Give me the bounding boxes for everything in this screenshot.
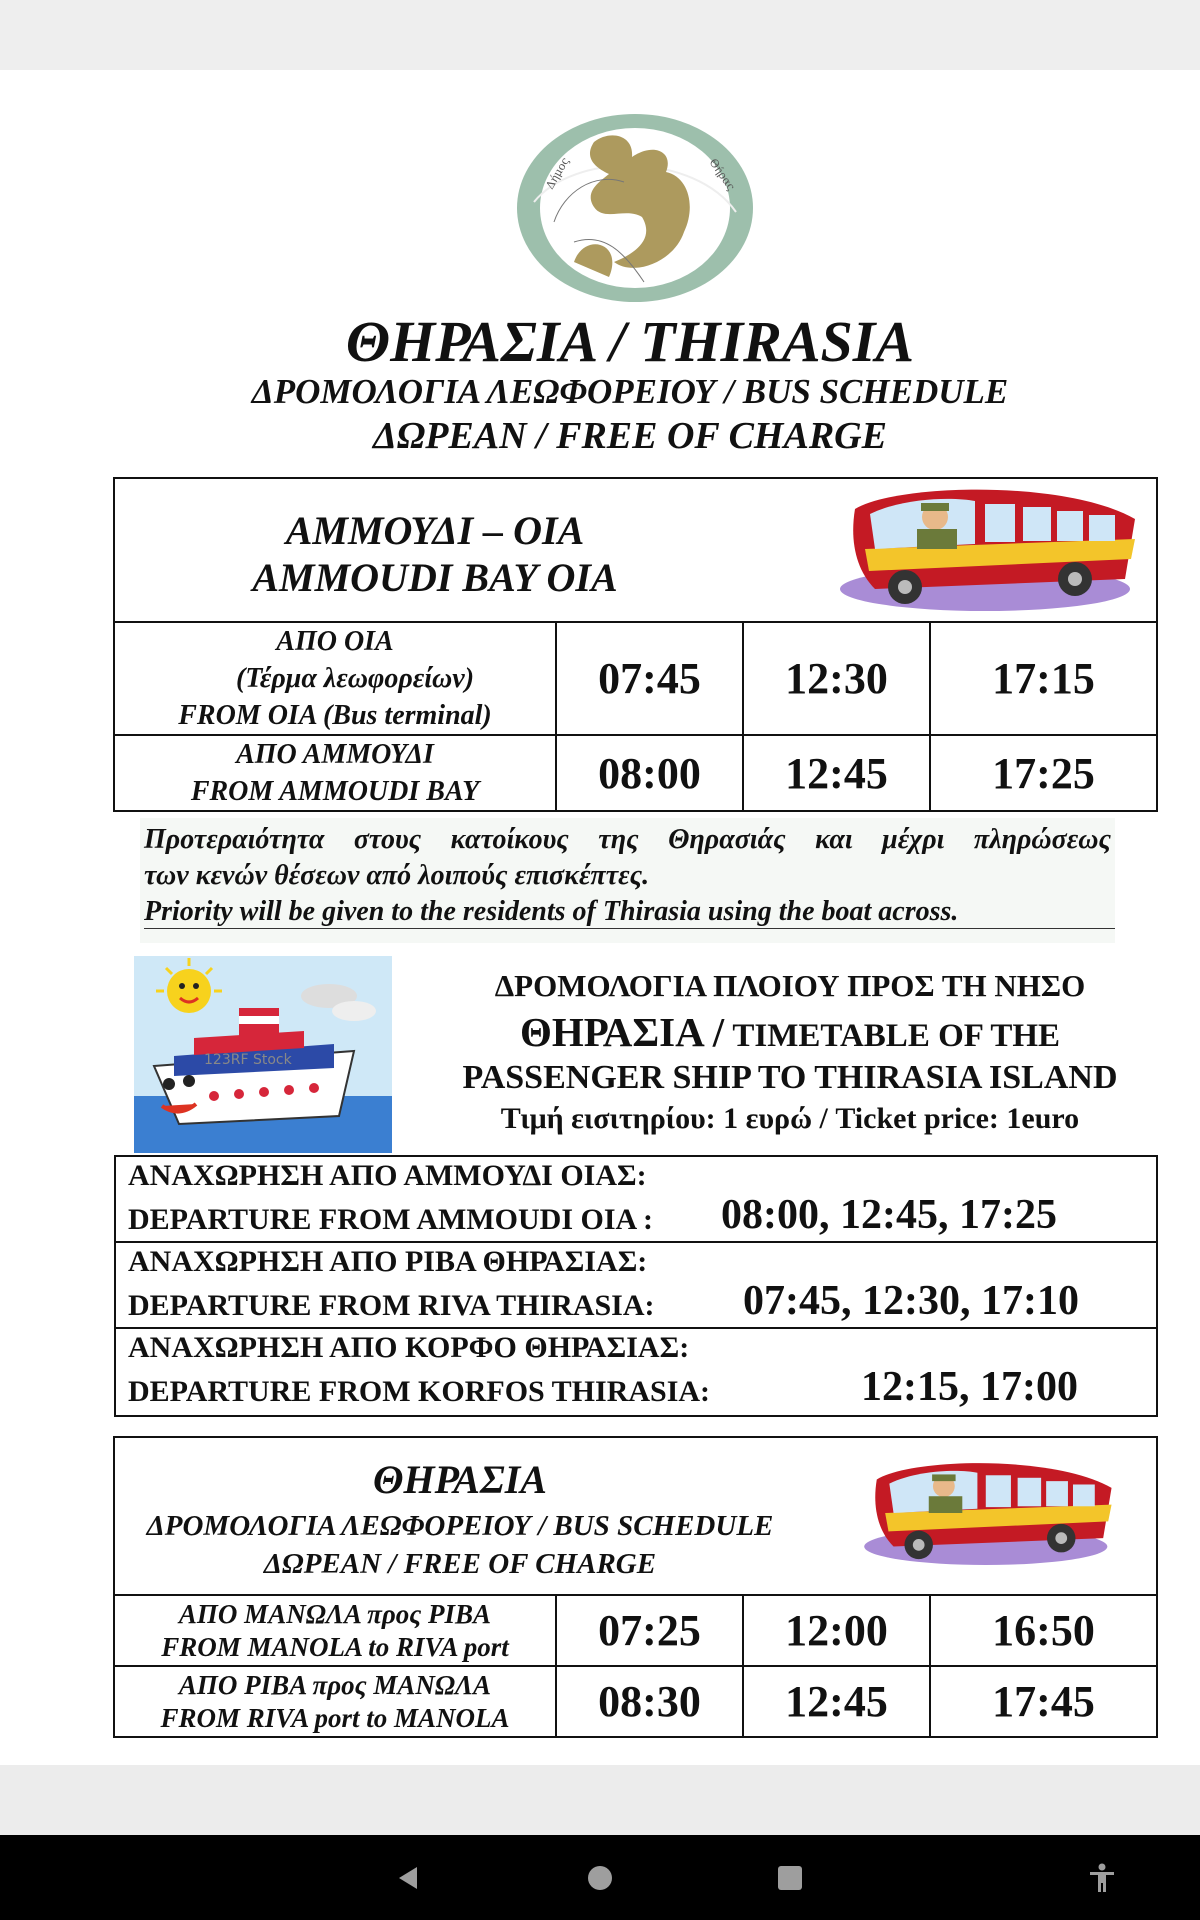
municipality-logo: [514, 112, 756, 304]
recents-button[interactable]: [758, 1835, 822, 1920]
ship-watermark: 123RF Stock: [204, 1052, 292, 1068]
priority-note: [140, 818, 1115, 943]
ship-illustration: [134, 956, 392, 1153]
table-row: [114, 1595, 1157, 1666]
time-cell: 07:45: [556, 622, 743, 735]
ship-heading-line2: [420, 1008, 1160, 1056]
time-cell: 17:25: [930, 735, 1157, 811]
back-button[interactable]: [376, 1835, 440, 1920]
ship-heading-line1: ΔΡΟΜΟΛΟΓΙΑ ΠΛΟΙΟΥ ΠΡΟΣ ΤΗ ΝΗΣΟ: [494, 968, 1086, 1003]
bus1-title-en: AMMOUDI BAY OIA: [252, 555, 618, 600]
row-label-line: ΑΠΟ ΜΑΝΩΛΑ προς ΡΙΒΑ: [178, 1598, 492, 1629]
navigation-bar: [0, 1835, 1200, 1920]
departure-times: 12:15, 17:00: [861, 1364, 1078, 1410]
priority-line: Προτεραιότητα στους κατοίκους της Θηρασιάς και μέχρι πληρώσεως: [144, 824, 1111, 855]
ticket-price: Τιμή εισιτηρίου: 1 ευρώ / Ticket price: 1euro: [500, 1102, 1080, 1135]
row-label-line: FROM RIVA port to MANOLA: [160, 1702, 510, 1733]
row-label-line: ΑΠΟ ΟΙΑ: [276, 626, 394, 657]
table-row: [114, 735, 1157, 811]
time-cell: 12:30: [743, 622, 930, 735]
departure-row: [114, 1241, 1158, 1329]
row-label-line: FROM AMMOUDI BAY: [190, 776, 480, 807]
bus2-row2-label: [114, 1666, 556, 1737]
schedule-document: [0, 70, 1200, 1765]
bus2-free: ΔΩΡΕΑΝ / FREE OF CHARGE: [263, 1548, 657, 1580]
free-of-charge: ΔΩΡΕΑΝ / FREE OF CHARGE: [373, 415, 887, 457]
status-bar-area: [0, 0, 1200, 70]
priority-line: των κενών θέσεων από λοιπούς επισκέπτες.: [144, 860, 650, 891]
row-label-line: ΑΠΟ ΑΜΜΟΥΔΙ: [236, 739, 434, 770]
time-cell: 08:30: [556, 1666, 743, 1737]
ship-heading-timetable: TIMETABLE OF THE: [732, 1018, 1061, 1054]
bus2-title: ΘΗΡΑΣΙΑ: [373, 1457, 547, 1502]
departure-label-en: DEPARTURE FROM KORFOS THIRASIA:: [128, 1375, 711, 1408]
bus1-row1-label: [114, 622, 556, 735]
page-subtitle: ΔΡΟΜΟΛΟΓΙΑ ΛΕΩΦΟΡΕΙΟΥ / BUS SCHEDULE: [251, 372, 1009, 411]
time-cell: 12:00: [743, 1595, 930, 1666]
table-row: [114, 622, 1157, 735]
page-title: ΘΗΡΑΣΙΑ / THIRASIA: [345, 309, 915, 374]
page-bottom-margin: [0, 1765, 1200, 1835]
departure-label-gr: ΑΝΑΧΩΡΗΣΗ ΑΠΟ ΡΙΒΑ ΘΗΡΑΣΙΑΣ:: [128, 1245, 648, 1278]
accessibility-icon: [1086, 1862, 1118, 1894]
row-label-line: FROM OIA (Bus terminal): [178, 700, 492, 731]
bus2-subtitle: ΔΡΟΜΟΛΟΓΙΑ ΛΕΩΦΟΡΕΙΟΥ / BUS SCHEDULE: [146, 1510, 774, 1542]
bus1-schedule-table: [113, 621, 1158, 812]
row-label-line: FROM MANOLA to RIVA port: [161, 1631, 509, 1662]
recents-icon: [775, 1863, 805, 1893]
departure-times: 07:45, 12:30, 17:10: [743, 1278, 1079, 1324]
time-cell: 16:50: [930, 1595, 1157, 1666]
bus1-title-gr: ΑΜΜΟΥΔΙ – ΟΙΑ: [285, 508, 585, 553]
bus1-header-box: [113, 477, 1158, 623]
divider: [144, 928, 1115, 929]
table-row: [114, 1666, 1157, 1737]
bus2-row1-label: [114, 1595, 556, 1666]
back-icon: [393, 1863, 423, 1893]
bus-illustration: [860, 1448, 1130, 1578]
departure-times: 08:00, 12:45, 17:25: [721, 1192, 1057, 1238]
bus2-schedule-table: [113, 1594, 1158, 1738]
row-label-line: ΑΠΟ ΡΙΒΑ προς ΜΑΝΩΛΑ: [178, 1669, 492, 1700]
home-icon: [585, 1863, 615, 1893]
departure-label-en: DEPARTURE FROM RIVA THIRASIA:: [128, 1289, 655, 1322]
time-cell: 12:45: [743, 1666, 930, 1737]
row-label-line: (Τέρμα λεωφορείων): [235, 663, 475, 694]
time-cell: 08:00: [556, 735, 743, 811]
time-cell: 17:45: [930, 1666, 1157, 1737]
priority-line: Priority will be given to the residents of Thirasia using the boat across.: [144, 896, 959, 927]
departure-label-en: DEPARTURE FROM AMMOUDI OIA :: [128, 1203, 654, 1236]
logo-ring-text-right: Θήρας: [706, 156, 738, 193]
departure-label-gr: ΑΝΑΧΩΡΗΣΗ ΑΠΟ ΚΟΡΦΟ ΘΗΡΑΣΙΑΣ:: [128, 1331, 690, 1364]
ship-heading-thirasia: ΘΗΡΑΣΙΑ /: [519, 1009, 725, 1055]
logo-ring-text-left: Δήμος: [543, 155, 572, 192]
ship-heading-line3: PASSENGER SHIP TO THIRASIA ISLAND: [462, 1059, 1118, 1096]
bus-illustration: [835, 479, 1157, 619]
accessibility-button[interactable]: [1070, 1835, 1134, 1920]
bus2-header-box: [113, 1436, 1158, 1596]
home-button[interactable]: [568, 1835, 632, 1920]
time-cell: 12:45: [743, 735, 930, 811]
time-cell: 17:15: [930, 622, 1157, 735]
bus1-row2-label: [114, 735, 556, 811]
departure-label-gr: ΑΝΑΧΩΡΗΣΗ ΑΠΟ ΑΜΜΟΥΔΙ ΟΙΑΣ:: [128, 1159, 647, 1192]
departure-row: [114, 1327, 1158, 1417]
time-cell: 07:25: [556, 1595, 743, 1666]
departure-row: [114, 1155, 1158, 1243]
